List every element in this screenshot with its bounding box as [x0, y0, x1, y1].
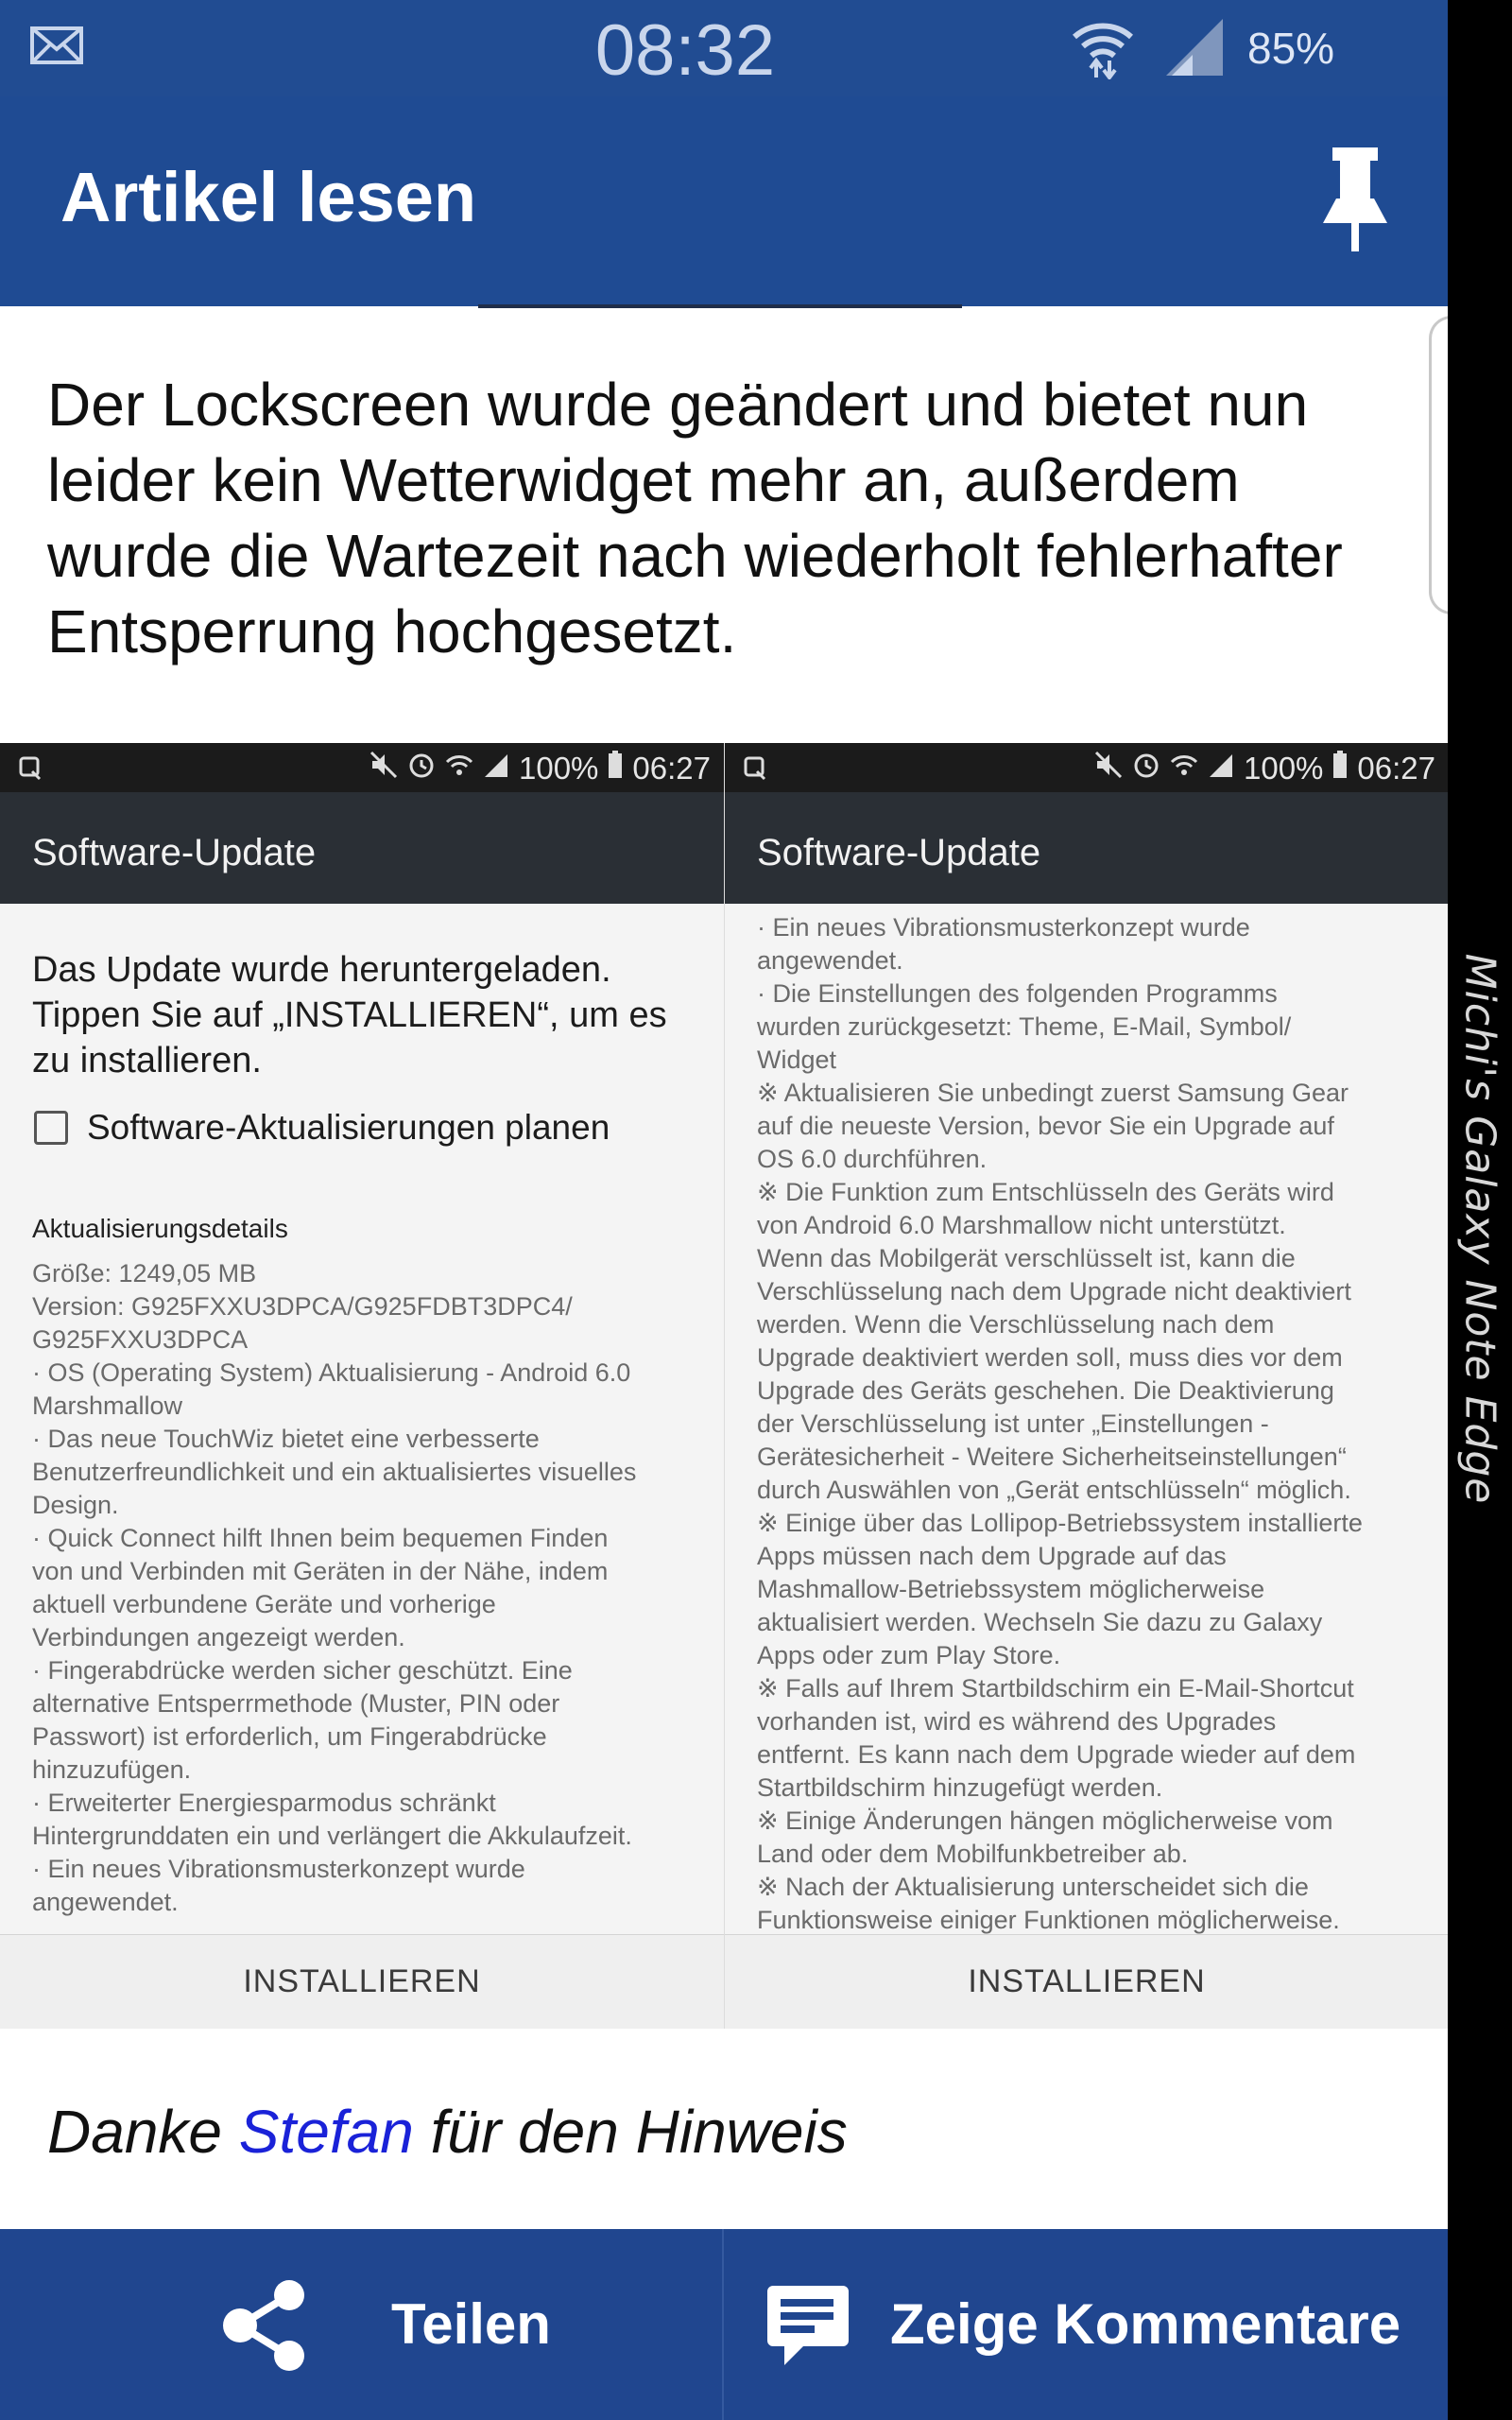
screenshot-notification-icon — [19, 756, 43, 786]
alarm-icon — [1132, 751, 1160, 786]
battery-percentage: 85% — [1247, 24, 1335, 73]
update-details-heading: Aktualisierungsdetails — [32, 1214, 288, 1243]
share-icon — [219, 2278, 310, 2377]
screenshot-app-bar — [0, 792, 724, 904]
screenshot-title: Software-Update — [32, 832, 317, 873]
screenshot-battery: 100% — [519, 751, 599, 786]
article-paragraph: Der Lockscreen wurde geändert und bietet nun leider kein Wetterwidget mehr an, außerdem wurde die Wartezeit nach wiederholt fehlerhafter Entsperrung hochgesetzt. — [47, 371, 1343, 666]
battery-icon — [608, 751, 623, 786]
schedule-updates-checkbox[interactable] — [34, 1108, 610, 1148]
edge-panel-handle[interactable] — [1429, 316, 1448, 614]
signal-icon — [483, 751, 509, 786]
status-bar — [0, 0, 1448, 96]
wifi-icon — [1070, 13, 1136, 84]
thanks-prefix: Danke — [47, 2098, 239, 2166]
battery-icon — [1332, 751, 1348, 786]
bottom-action-bar — [0, 2229, 1448, 2420]
install-button[interactable]: INSTALLIEREN — [243, 1963, 481, 1999]
screenshot-app-bar — [725, 792, 1448, 904]
wifi-icon — [445, 751, 473, 786]
share-button[interactable] — [0, 2229, 722, 2420]
edge-panel-text: Michi's Galaxy Note Edge — [1455, 953, 1504, 1505]
screenshot-battery: 100% — [1244, 751, 1324, 786]
screenshot-status-bar — [0, 743, 724, 792]
install-button[interactable]: INSTALLIEREN — [968, 1963, 1206, 1999]
screenshot-title: Software-Update — [757, 832, 1041, 873]
screenshot-footer — [0, 1934, 724, 2029]
screenshot-footer — [725, 1934, 1448, 2029]
screenshot-status-bar — [725, 743, 1448, 792]
screenshot-left — [0, 743, 724, 2029]
checkbox-label: Software-Aktualisierungen planen — [87, 1108, 610, 1147]
scroll-indicator — [478, 304, 962, 308]
pin-icon[interactable] — [1319, 147, 1391, 258]
update-details-text: · Ein neues Vibrationsmusterkonzept wurde angewendet. · Die Einstellungen des folgenden Programms wurden zurückgesetzt: Theme, E-Mail, Symbol/ Widget ※ Aktualisieren Sie unbedingt zuerst Samsung Gear auf die neueste Version, bevor Sie ein Upgrade auf OS 6.0 durchführen. ※ Die Funktion zum Entschlüsseln des Geräts wird von Android 6.0 Marshmallow nicht unterstützt. Wenn das Mobilgerät verschlüsselt ist, kann die Verschlüsselung nach dem Upgrade nicht deaktiviert werden. Wenn die Verschlüsselung nach dem Upgrade deaktiviert werden soll, muss dies vor dem Upgrade des Geräts geschehen. Die Deaktivierung der Verschlüsselung ist unter „Einstellungen - Gerätesicherheit - Weitere Sicherheitseinstellungen“ durch Auswählen von „Gerät entschlüsseln“ möglich. ※ Einige über das Lollipop-Betriebssystem installierte Apps müssen nach dem Upgrade auf das Mashmallow-Betriebssystem möglicherweise aktualisiert werden. Wechseln Sie dazu zu Galaxy Apps oder zum Play Store. ※ Falls auf Ihrem Startbildschirm ein E-Mail-Shortcut vorhanden ist, wird es während des Upgrades entfernt. Es kann nach dem Upgrade wieder auf dem Startbildschirm hinzugefügt werden. ※ Einige Änderungen hängen möglicherweise vom Land oder dem Mobilfunkbetreiber ab. ※ Nach der Aktualisierung unterscheidet sich die Funktionsweise einiger Funktionen möglicherweise. — [757, 913, 1363, 1934]
share-label: Teilen — [391, 2292, 551, 2356]
update-downloaded-message: Das Update wurde heruntergeladen. Tippen Sie auf „INSTALLIEREN“, um es zu installieren. — [32, 950, 667, 1080]
mute-icon — [1094, 751, 1123, 786]
screenshot-time: 06:27 — [1357, 751, 1435, 786]
screenshot-time: 06:27 — [632, 751, 711, 786]
update-details-text: Größe: 1249,05 MB Version: G925FXXU3DPCA/G925FDBT3DPC4/ G925FXXU3DPCA · OS (Operating System) Aktualisierung - Android 6.0 Marshmallow · Das neue TouchWiz bietet eine verbesserte Benutzerfreundlichkeit und ein aktualisiertes visuelles Design. · Quick Connect hilft Ihnen beim bequemen Finden von und Verbinden mit Geräten in der Nähe, indem aktuell verbundene Geräte und vorherige Verbindungen angezeigt werden. · Fingerabdrücke werden sicher geschützt. Eine alternative Entsperrmethode (Muster, PIN oder Passwort) ist erforderlich, um Fingerabdrücke hinzuzufügen. · Erweiterter Energiesparmodus schränkt Hintergrunddaten ein und verlängert die Akkulaufzeit. · Ein neues Vibrationsmusterkonzept wurde angewendet. — [32, 1259, 637, 1916]
screenshot-right — [724, 743, 1448, 2029]
thanks-suffix: für den Hinweis — [413, 2098, 848, 2166]
alarm-icon — [407, 751, 436, 786]
thanks-author-link[interactable]: Stefan — [238, 2098, 414, 2166]
app-bar — [0, 96, 1448, 306]
signal-icon — [1208, 751, 1234, 786]
show-comments-label: Zeige Kommentare — [890, 2292, 1401, 2356]
show-comments-button[interactable] — [724, 2229, 1448, 2420]
checkbox-box[interactable] — [34, 1111, 68, 1145]
page-title: Artikel lesen — [60, 158, 477, 236]
screenshot-notification-icon — [744, 756, 768, 786]
thanks-note — [47, 2097, 848, 2167]
mute-icon — [369, 751, 398, 786]
status-time: 08:32 — [594, 10, 776, 91]
comment-icon — [765, 2282, 850, 2374]
wifi-icon — [1170, 751, 1198, 786]
signal-icon — [1164, 17, 1225, 82]
